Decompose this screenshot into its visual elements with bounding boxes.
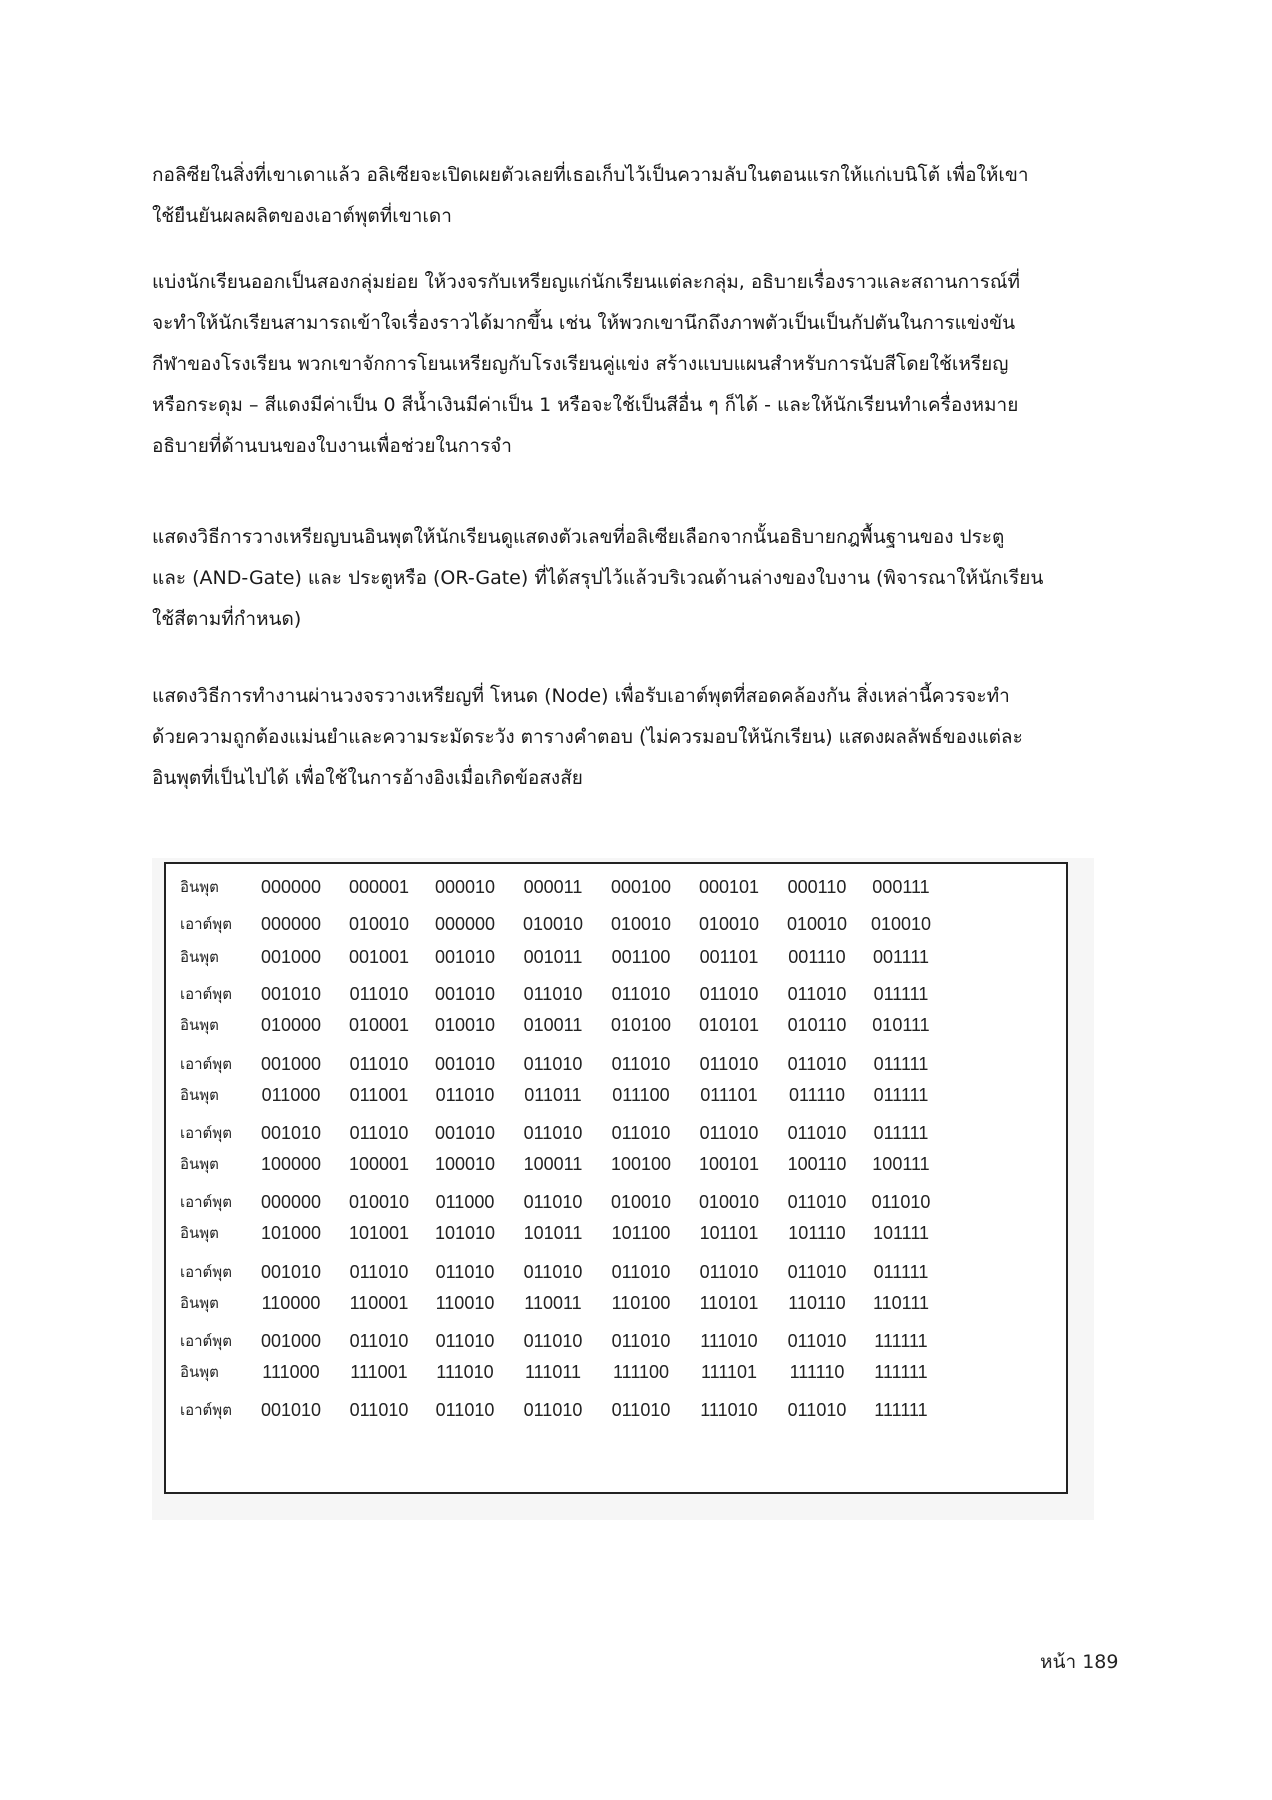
table-cell: 010010: [348, 914, 410, 934]
table-cell: 001001: [348, 947, 410, 967]
paragraph-reveal-answer: [152, 155, 1124, 237]
table-cell: 000101: [698, 877, 760, 897]
text-line: และ (AND-Gate) และ ประตูหรือ (OR-Gate) ที่ได้สรุปไว้แล้วบริเวณด้านล่างของใบงาน (พิจารณาให้นักเรียน: [152, 567, 1044, 589]
table-cell: 010010: [434, 1015, 496, 1035]
table-cell: 011101: [700, 1085, 758, 1105]
row-label: อินพุต: [180, 1155, 219, 1173]
paragraph-group-instructions: [152, 262, 1124, 467]
table-cell: 010011: [523, 1015, 583, 1035]
table-cell: 111110: [789, 1362, 845, 1382]
table-cell: 011010: [787, 1054, 847, 1074]
table-cell: 100000: [260, 1154, 322, 1174]
row-label: เอาต์พุต: [180, 985, 232, 1003]
table-cell: 110011: [524, 1293, 582, 1313]
table-cell: 000001: [348, 877, 410, 897]
table-cell: 011010: [611, 1054, 671, 1074]
table-cell: 001010: [260, 984, 322, 1004]
paragraph-node-walkthrough: [152, 676, 1124, 799]
table-cell: 010010: [698, 1192, 760, 1212]
table-cell: 010010: [786, 914, 848, 934]
table-cell: 011010: [435, 1331, 495, 1351]
table-cell: 000010: [434, 877, 496, 897]
row-label: อินพุต: [180, 1294, 219, 1312]
table-cell: 010010: [348, 1192, 410, 1212]
table-cell: 010100: [610, 1015, 672, 1035]
table-cell: 011111: [873, 1123, 929, 1143]
table-cell: 011111: [873, 1085, 929, 1105]
table-cell: 111100: [612, 1362, 670, 1382]
table-cell: 011111: [873, 1262, 929, 1282]
table-cell: 011010: [699, 1054, 759, 1074]
table-cell: 110100: [611, 1293, 671, 1313]
table-cell: 000000: [260, 877, 322, 897]
table-cell: 111001: [350, 1362, 408, 1382]
table-cell: 001010: [434, 984, 496, 1004]
table-cell: 011010: [787, 1123, 847, 1143]
table-cell: 101010: [434, 1223, 496, 1243]
table-cell: 010001: [348, 1015, 410, 1035]
table-cell: 100001: [348, 1154, 410, 1174]
table-cell: 010101: [698, 1015, 760, 1035]
table-cell: 101000: [260, 1223, 322, 1243]
table-cell: 011010: [699, 1262, 759, 1282]
table-cell: 011001: [349, 1085, 409, 1105]
table-row-output: [166, 1257, 1066, 1287]
table-cell: 100011: [523, 1154, 583, 1174]
table-cell: 010110: [787, 1015, 847, 1035]
table-cell: 011010: [349, 1123, 409, 1143]
table-cell: 010000: [260, 1015, 322, 1035]
table-cell: 110001: [349, 1293, 409, 1313]
table-cell: 010010: [522, 914, 584, 934]
table-cell: 101110: [788, 1223, 846, 1243]
table-cell: 001100: [611, 947, 671, 967]
table-cell: 111011: [524, 1362, 582, 1382]
table-cell: 011010: [435, 1085, 495, 1105]
text-line: แสดงวิธีการทำงานผ่านวงจรวางเหรียญที่ โหนด (Node) เพื่อรับเอาต์พุตที่สอดคล้องกัน สิ่งเหล่านี้ควรจะทำ: [152, 685, 1010, 707]
table-cell: 010010: [610, 914, 672, 934]
table-cell: 011010: [611, 1123, 671, 1143]
table-row-input: [166, 942, 1066, 972]
text-line: กอลิซียในสิ่งที่เขาเดาแล้ว อลิเซียจะเปิดเผยตัวเลยที่เธอเก็บไว้เป็นความลับในตอนแรกให้แก่เบนิโต้ เพื่อให้เขา: [152, 164, 1029, 186]
row-label: อินพุต: [180, 1086, 219, 1104]
table-cell: 110110: [788, 1293, 846, 1313]
table-row-output: [166, 1187, 1066, 1217]
table-cell: 111010: [700, 1331, 758, 1351]
table-row-input: [166, 872, 1066, 902]
table-cell: 011010: [611, 1262, 671, 1282]
table-row-output: [166, 1326, 1066, 1356]
table-cell: 011100: [612, 1085, 670, 1105]
table-cell: 011010: [611, 984, 671, 1004]
table-cell: 011010: [787, 1400, 847, 1420]
table-cell: 010010: [610, 1192, 672, 1212]
table-cell: 110000: [261, 1293, 321, 1313]
text-line: ใช้ยืนยันผลผลิตของเอาต์พุตที่เขาเดา: [152, 205, 452, 227]
table-row-input: [166, 1080, 1066, 1110]
answer-table: [164, 862, 1068, 1494]
table-cell: 100111: [872, 1154, 930, 1174]
table-cell: 100110: [787, 1154, 847, 1174]
table-cell: 011010: [699, 984, 759, 1004]
row-label: อินพุต: [180, 1363, 219, 1381]
row-label: เอาต์พุต: [180, 915, 232, 933]
table-cell: 011010: [349, 1054, 409, 1074]
table-cell: 100010: [434, 1154, 496, 1174]
text-line: แสดงวิธีการวางเหรียญบนอินพุตให้นักเรียนดูแสดงตัวเลขที่อลิเซียเลือกจากนั้นอธิบายกฎพื้นฐานของ ประตู: [152, 526, 1005, 548]
table-cell: 101011: [523, 1223, 583, 1243]
table-cell: 101001: [348, 1223, 410, 1243]
table-cell: 111000: [262, 1362, 320, 1382]
row-label: เอาต์พุต: [180, 1263, 232, 1281]
table-cell: 000110: [787, 877, 847, 897]
table-cell: 011010: [611, 1331, 671, 1351]
table-row-output: [166, 1049, 1066, 1079]
table-cell: 011111: [873, 1054, 929, 1074]
table-cell: 110111: [872, 1293, 930, 1313]
row-label: อินพุต: [180, 948, 219, 966]
table-cell: 011010: [435, 1400, 495, 1420]
table-cell: 001010: [434, 1123, 496, 1143]
table-cell: 011010: [787, 984, 847, 1004]
text-line: อินพุตที่เป็นไปได้ เพื่อใช้ในการอ้างอิงเมื่อเกิดข้อสงสัย: [152, 767, 583, 789]
table-cell: 011010: [611, 1400, 671, 1420]
table-cell: 010010: [698, 914, 760, 934]
table-cell: 001000: [260, 1054, 322, 1074]
table-cell: 111111: [874, 1362, 928, 1382]
table-cell: 011010: [523, 1054, 583, 1074]
table-cell: 001000: [260, 947, 322, 967]
table-cell: 110010: [435, 1293, 495, 1313]
table-cell: 011010: [349, 1331, 409, 1351]
table-cell: 100101: [698, 1154, 760, 1174]
table-row-input: [166, 1149, 1066, 1179]
table-cell: 011010: [523, 1331, 583, 1351]
table-cell: 011010: [523, 1192, 583, 1212]
text-line: กีฬาของโรงเรียน พวกเขาจักการโยนเหรียญกับโรงเรียนคู่แข่ง สร้างแบบแผนสำหรับการนับสีโดยใช้เหรียญ: [152, 353, 1009, 375]
page-number: หน้า 189: [1040, 1651, 1119, 1673]
table-row-input: [166, 1218, 1066, 1248]
row-label: อินพุต: [180, 1016, 219, 1034]
table-row-output: [166, 1395, 1066, 1425]
table-cell: 000100: [610, 877, 672, 897]
table-cell: 110101: [699, 1293, 759, 1313]
table-cell: 000011: [523, 877, 583, 897]
table-cell: 011110: [788, 1085, 846, 1105]
table-row-output: [166, 909, 1066, 939]
table-cell: 000000: [434, 914, 496, 934]
table-cell: 001010: [260, 1262, 322, 1282]
table-cell: 111111: [874, 1331, 928, 1351]
table-cell: 011010: [435, 1262, 495, 1282]
table-row-input: [166, 1288, 1066, 1318]
table-cell: 111010: [436, 1362, 494, 1382]
table-cell: 000000: [260, 1192, 322, 1212]
text-line: ด้วยความถูกต้องแม่นยำและความระมัดระวัง ตารางคำตอบ (ไม่ควรมอบให้นักเรียน) แสดงผลลัพธ์ของแต่ละ: [152, 726, 1023, 748]
table-cell: 011010: [523, 1123, 583, 1143]
row-label: เอาต์พุต: [180, 1332, 232, 1350]
table-cell: 010111: [872, 1015, 930, 1035]
row-label: อินพุต: [180, 878, 219, 896]
table-cell: 011010: [523, 1400, 583, 1420]
table-cell: 000000: [260, 914, 322, 934]
table-cell: 011010: [787, 1192, 847, 1212]
table-cell: 001011: [523, 947, 583, 967]
table-cell: 011010: [349, 1262, 409, 1282]
table-cell: 011010: [349, 1400, 409, 1420]
row-label: เอาต์พุต: [180, 1401, 232, 1419]
table-cell: 001101: [699, 947, 759, 967]
table-cell: 011010: [787, 1262, 847, 1282]
table-cell: 011000: [435, 1192, 495, 1212]
table-cell: 001110: [788, 947, 846, 967]
table-cell: 101101: [699, 1223, 759, 1243]
table-cell: 101100: [611, 1223, 671, 1243]
table-cell: 111111: [874, 1400, 928, 1420]
table-cell: 000111: [872, 877, 930, 897]
table-cell: 010010: [870, 914, 932, 934]
table-cell: 011010: [523, 1262, 583, 1282]
table-cell: 011011: [524, 1085, 582, 1105]
table-row-output: [166, 1118, 1066, 1148]
table-cell: 001010: [260, 1123, 322, 1143]
table-cell: 011010: [699, 1123, 759, 1143]
row-label: เอาต์พุต: [180, 1193, 232, 1211]
text-line: หรือกระดุม – สีแดงมีค่าเป็น 0 สีน้ำเงินมีค่าเป็น 1 หรือจะใช้เป็นสีอื่น ๆ ก็ได้ - และให้นักเรียนทำเครื่องหมาย: [152, 394, 1019, 416]
table-cell: 011111: [873, 984, 929, 1004]
table-cell: 111101: [700, 1362, 758, 1382]
table-cell: 001010: [434, 1054, 496, 1074]
text-line: อธิบายที่ด้านบนของใบงานเพื่อช่วยในการจำ: [152, 435, 512, 457]
table-row-output: [166, 979, 1066, 1009]
table-cell: 011000: [261, 1085, 321, 1105]
table-cell: 101111: [872, 1223, 930, 1243]
table-cell: 001000: [260, 1331, 322, 1351]
table-cell: 001010: [260, 1400, 322, 1420]
text-line: แบ่งนักเรียนออกเป็นสองกลุ่มย่อย ให้วงจรกับเหรียญแก่นักเรียนแต่ละกลุ่ม, อธิบายเรื่องราวและสถานการณ์ที่: [152, 271, 1021, 293]
text-line: ใช้สีตามที่กำหนด): [152, 608, 302, 630]
table-cell: 011010: [349, 984, 409, 1004]
row-label: อินพุต: [180, 1224, 219, 1242]
table-cell: 011010: [523, 984, 583, 1004]
row-label: เอาต์พุต: [180, 1055, 232, 1073]
table-cell: 011010: [871, 1192, 931, 1212]
text-line: จะทำให้นักเรียนสามารถเข้าใจเรื่องราวได้มากขึ้น เช่น ให้พวกเขานึกถึงภาพตัวเป็นเป็นกัปตันในการแข่งขัน: [152, 312, 1016, 334]
table-cell: 111010: [700, 1400, 758, 1420]
paragraph-gate-rules: [152, 517, 1124, 640]
table-cell: 001111: [872, 947, 930, 967]
table-row-input: [166, 1357, 1066, 1387]
table-cell: 001010: [434, 947, 496, 967]
table-cell: 100100: [610, 1154, 672, 1174]
table-cell: 011010: [787, 1331, 847, 1351]
row-label: เอาต์พุต: [180, 1124, 232, 1142]
table-row-input: [166, 1010, 1066, 1040]
